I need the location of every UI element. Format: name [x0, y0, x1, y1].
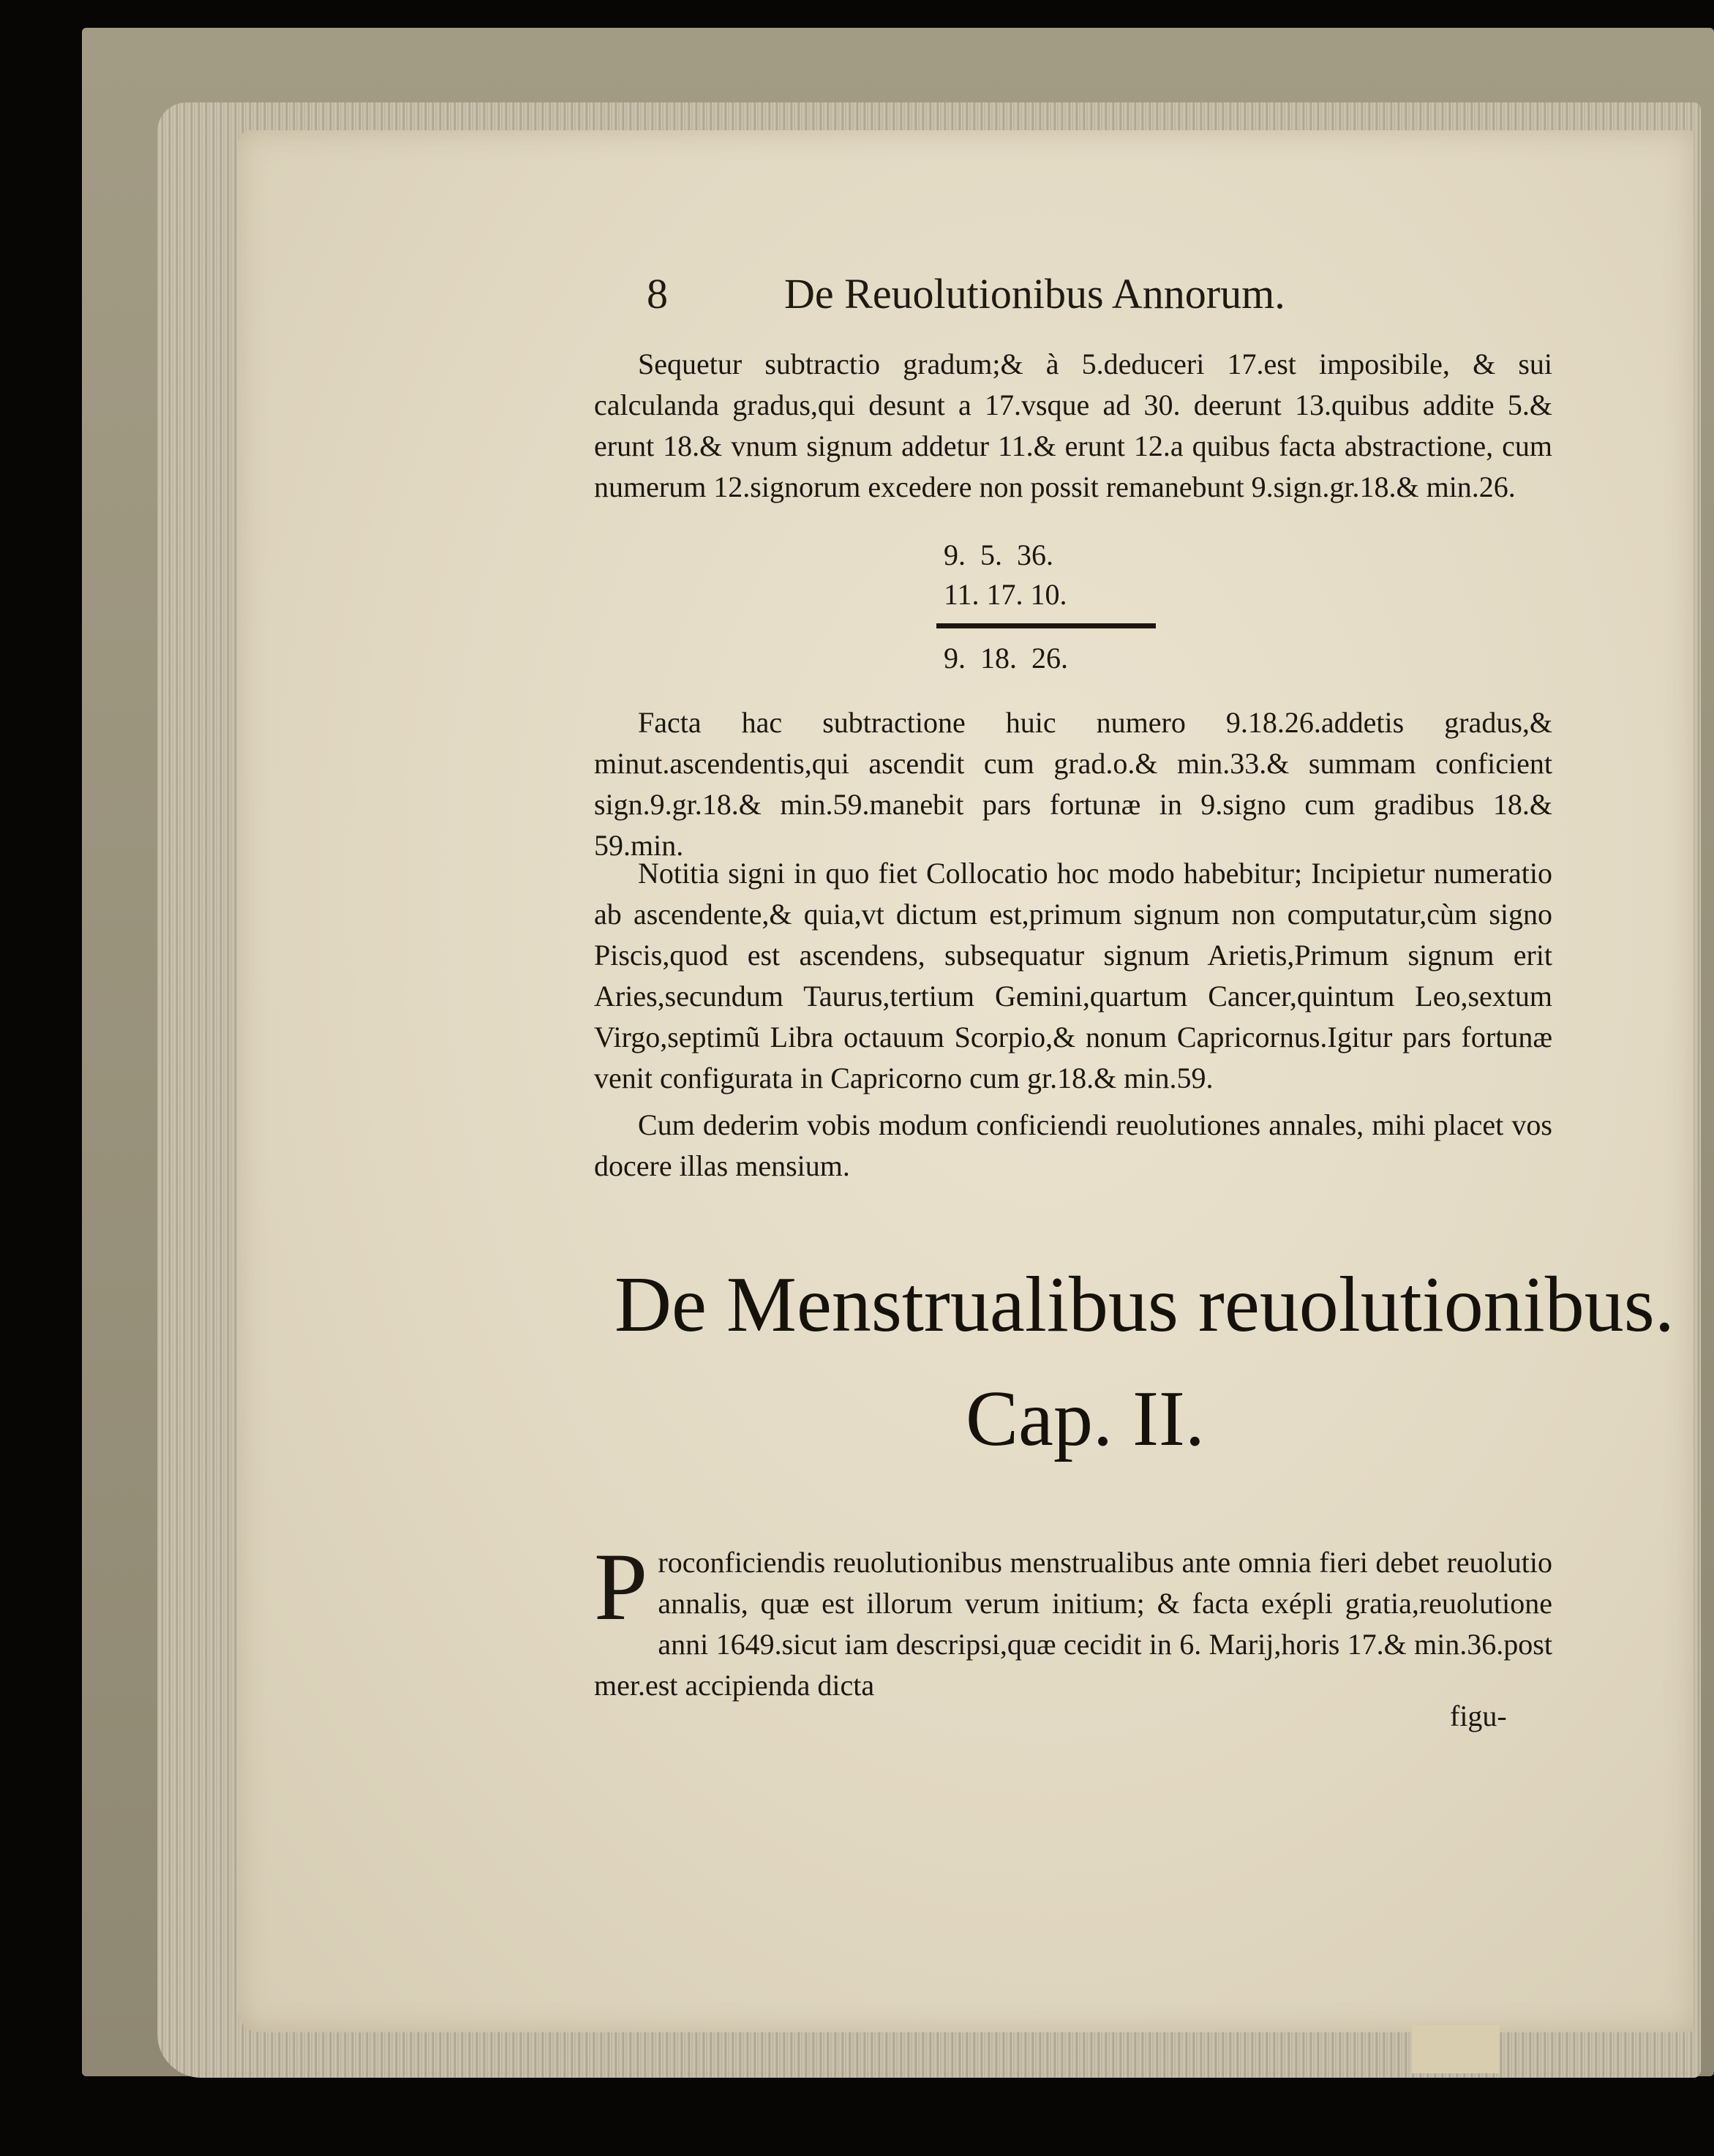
calc-row-2: 11. 17. 10.	[944, 578, 1067, 611]
chapter-number: Cap. II.	[966, 1375, 1205, 1462]
calculation-table	[944, 536, 1192, 678]
calc-result: 9. 18. 26.	[944, 642, 1068, 675]
page-number: 8	[647, 270, 668, 318]
calc-divider	[936, 623, 1156, 628]
catchword: figu-	[1450, 1699, 1507, 1732]
drop-cap: P	[594, 1533, 648, 1640]
paragraph-subtraction: Sequetur subtractio gradum;& à 5.deduceri 17.est imposibile, & sui calculanda gradus,qui desunt a 17.vsque ad 30. deerunt 13.quibus addite 5.& erunt 18.& vnum signum addetur 11.& erunt 12.a quibus facta abstractione, cum numerum 12.signorum excedere non possit remanebunt 9.sign.gr.18.& min.26.	[594, 348, 1552, 503]
paragraph-chapter-opening	[594, 1533, 1552, 1706]
paragraph-notitia-signi: Notitia signi in quo fiet Collocatio hoc modo habebitur; Incipietur numeratio ab ascendente,& quia,vt dictum est,primum signum non computatur,cùm signo Piscis,quod est ascendens, subsequatur signum Arietis,Primum signum erit Aries,secundum Taurus,tertium Gemini,quartum Cancer,quintum Leo,sextum Virgo,septimũ Libra octauum Scorpio,& nonum Capricornus.Igitur pars fortunæ venit configurata in Capricorno cum gr.18.& min.59.	[594, 857, 1552, 1094]
running-header	[638, 269, 1545, 320]
paragraph-transition: Cum dederim vobis modum conficiendi reuolutiones annales, mihi placet vos docere illas mensium.	[594, 1108, 1552, 1182]
chapter-opening-text: roconficiendis reuolutionibus menstrualibus ante omnia fieri debet reuolutio annalis, quæ est illorum verum initium; & facta exépli gratia,reuolutione anni 1649.sicut iam descripsi,quæ cecidit in 6. Marij,horis 17.& min.36.post mer.est accipienda dicta	[594, 1546, 1552, 1702]
chapter-title: De Menstrualibus reuolutionibus.	[614, 1261, 1674, 1348]
paragraph-pars-fortunae: Facta hac subtractione huic numero 9.18.26.addetis gradus,& minut.ascendentis,qui ascendit cum grad.o.& min.33.& summam conficient sign.9.gr.18.& min.59.manebit pars fortunæ in 9.signo cum gradibus 18.& 59.min.	[594, 706, 1552, 862]
calc-row-1: 9. 5. 36.	[944, 538, 1053, 571]
page-tab-marker	[1412, 2025, 1500, 2073]
running-title: De Reuolutionibus Annorum.	[784, 270, 1285, 318]
